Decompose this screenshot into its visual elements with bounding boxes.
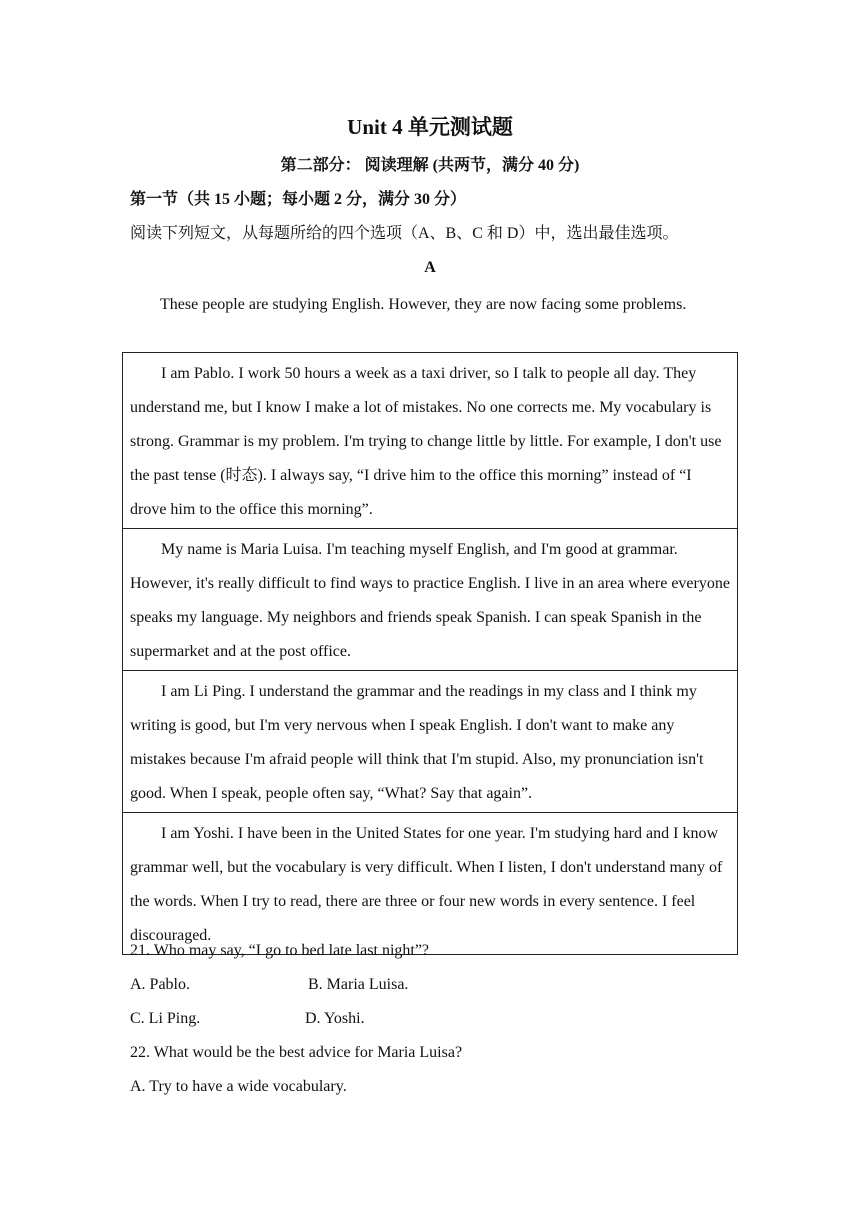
table-row <box>123 353 738 529</box>
page-title: Unit 4 单元测试题 <box>347 115 513 139</box>
table-row <box>123 671 738 813</box>
option-21-d: D. Yoshi. <box>305 1010 365 1027</box>
part-heading: 第二部分： 阅读理解 (共两节，满分 40 分) <box>280 157 580 174</box>
passage-table <box>122 352 738 955</box>
card-yoshi: I am Yoshi. I have been in the United States for one year. I'm studying hard and I know grammar well, but the vocabulary is very difficult. When I listen, I don't understand many of the words. When I try to read, there are three or four new words in every sentence. I feel discouraged. <box>123 813 738 955</box>
passage-label: A <box>424 259 436 276</box>
table-row <box>123 813 738 955</box>
option-21-a: A. Pablo. <box>130 976 190 993</box>
section-heading: 第一节（共 15 小题；每小题 2 分，满分 30 分） <box>130 191 467 208</box>
option-21-b: B. Maria Luisa. <box>308 976 409 993</box>
table-row <box>123 529 738 671</box>
option-22-a: A. Try to have a wide vocabulary. <box>130 1078 347 1095</box>
question-22: 22. What would be the best advice for Maria Luisa? <box>130 1044 463 1061</box>
instructions: 阅读下列短文，从每题所给的四个选项（A、B、C 和 D）中，选出最佳选项。 <box>130 225 679 242</box>
option-21-c: C. Li Ping. <box>130 1010 201 1027</box>
card-li-ping: I am Li Ping. I understand the grammar and the readings in my class and I think my writing is good, but I'm very nervous when I speak English. I don't want to make any mistakes because I'm afraid people will think that I'm stupid. Also, my pronunciation isn't good. When I speak, people often say, “What? Say that again”. <box>123 671 738 813</box>
question-21: 21. Who may say, “I go to bed late last night”? <box>130 942 430 959</box>
card-maria-luisa: My name is Maria Luisa. I'm teaching myself English, and I'm good at grammar. However, it's really difficult to find ways to practice English. I live in an area where everyone speaks my language. My neighbors and friends speak Spanish. I can speak Spanish in the supermarket and at the post office. <box>123 529 738 671</box>
passage-intro: These people are studying English. However, they are now facing some problems. <box>160 296 687 313</box>
card-pablo: I am Pablo. I work 50 hours a week as a taxi driver, so I talk to people all day. They understand me, but I know I make a lot of mistakes. No one corrects me. My vocabulary is strong. Grammar is my problem. I'm trying to change little by little. For example, I don't use the past tense (时态). I always say, “I drive him to the office this morning” instead of “I drove him to the office this morning”. <box>123 353 738 529</box>
